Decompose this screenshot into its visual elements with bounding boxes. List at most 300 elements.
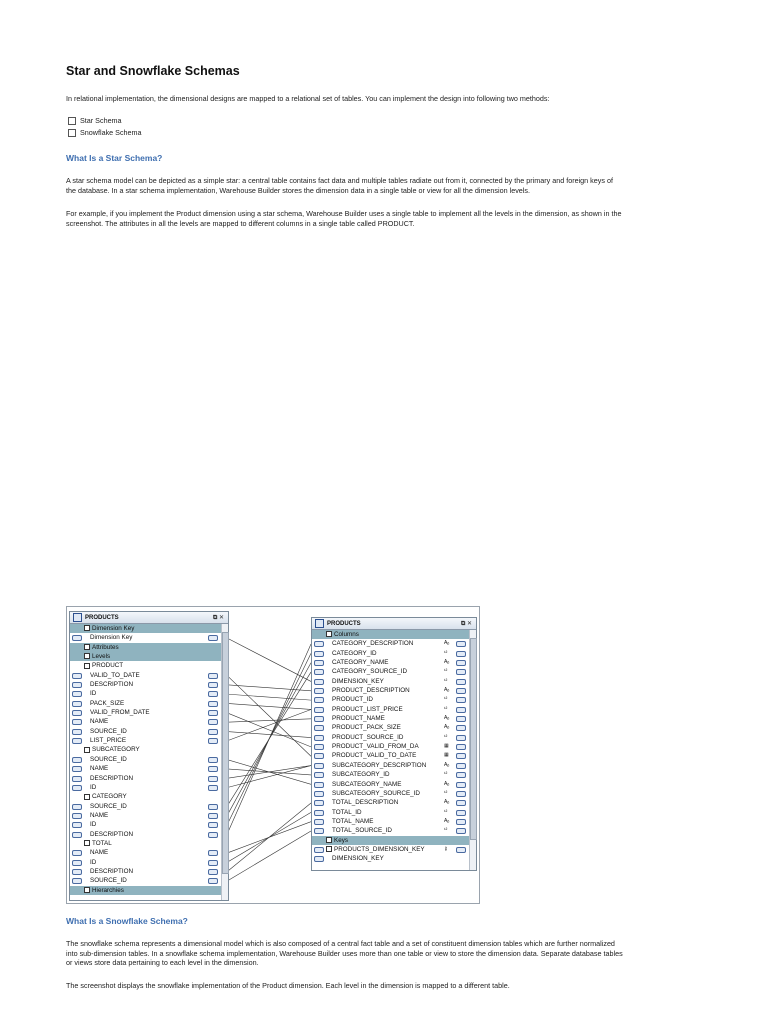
attribute-icon <box>72 673 82 679</box>
attribute-icon <box>72 813 82 819</box>
left-row[interactable] <box>70 745 228 754</box>
left-row[interactable] <box>70 792 228 801</box>
connector-icon <box>314 782 324 788</box>
table-icon <box>315 619 324 628</box>
attribute-icon <box>72 738 82 744</box>
mapping-line <box>227 644 311 834</box>
connector-icon <box>314 828 324 834</box>
right-row[interactable] <box>312 677 476 686</box>
mapping-line <box>227 713 311 747</box>
left-row[interactable] <box>70 643 228 652</box>
left-row[interactable] <box>70 876 228 885</box>
row-text: PRODUCT_NAME <box>332 715 385 723</box>
left-row[interactable] <box>70 652 228 661</box>
left-row[interactable] <box>70 755 228 764</box>
datatype-icon: Aᵦ <box>444 687 450 694</box>
left-row[interactable] <box>70 727 228 736</box>
row-text: DESCRIPTION <box>90 774 134 782</box>
scroll-thumb[interactable] <box>470 638 477 840</box>
row-text: CATEGORY_NAME <box>332 659 389 667</box>
row-text: PRODUCT_VALID_FROM_DA <box>332 743 419 751</box>
line: screenshot. The attributes in all the levels are mapped to different columns in a single table called PRODUCT. <box>66 218 415 228</box>
connector-icon <box>314 819 324 825</box>
left-row-label <box>90 755 127 764</box>
connector-icon <box>314 800 324 806</box>
table-columns-list <box>312 630 476 864</box>
left-row-label <box>90 680 133 689</box>
attribute-icon <box>72 719 82 725</box>
method-item-star <box>68 116 122 125</box>
connector-icon <box>208 822 218 828</box>
connector-icon <box>314 744 324 750</box>
connector-icon <box>208 719 218 725</box>
row-text: VALID_FROM_DATE <box>90 709 150 717</box>
table-window <box>311 617 477 871</box>
row-text: LIST_PRICE <box>90 737 127 745</box>
row-text: CATEGORY_ID <box>332 649 377 657</box>
intro-paragraph: In relational implementation, the dimensional designs are mapped to a relational set of tables. You can implement the design into following two methods: <box>66 94 550 103</box>
left-row-label <box>84 652 110 661</box>
dimension-scrollbar[interactable] <box>221 624 228 900</box>
row-text: TOTAL <box>92 839 112 847</box>
row-text: PRODUCT <box>92 662 124 670</box>
column-icon <box>456 828 466 834</box>
left-row[interactable] <box>70 671 228 680</box>
datatype-icon: ¹² <box>444 705 448 712</box>
mapping-line <box>227 803 311 872</box>
column-icon <box>456 763 466 769</box>
row-text: NAME <box>90 811 109 819</box>
right-row-label <box>332 686 410 695</box>
attribute-icon <box>72 635 82 641</box>
row-text: DESCRIPTION <box>90 867 134 875</box>
connector-icon <box>208 850 218 856</box>
left-row-label <box>90 830 133 839</box>
column-icon <box>456 847 466 853</box>
scroll-thumb[interactable] <box>222 632 229 874</box>
row-text: Attributes <box>92 643 119 651</box>
attribute-icon <box>72 850 82 856</box>
right-row[interactable] <box>312 723 476 732</box>
right-row[interactable] <box>312 686 476 695</box>
right-row[interactable] <box>312 826 476 835</box>
left-row[interactable] <box>70 699 228 708</box>
dimension-tree <box>70 624 228 895</box>
row-text: NAME <box>90 765 109 773</box>
line: For example, if you implement the Product dimension using a star schema, Warehouse Builder uses a single table to implement all the levels in the dimension, as shown in the <box>66 209 622 218</box>
row-text: PRODUCT_SOURCE_ID <box>332 733 404 741</box>
connector-icon <box>208 738 218 744</box>
row-text: CATEGORY <box>92 793 127 801</box>
dimension-icon <box>73 613 82 622</box>
row-text: CATEGORY_SOURCE_ID <box>332 668 407 676</box>
left-row[interactable] <box>70 736 228 745</box>
left-row-label <box>90 858 96 867</box>
left-row[interactable] <box>70 830 228 839</box>
attribute-icon <box>72 860 82 866</box>
right-row[interactable] <box>312 658 476 667</box>
right-row-label <box>332 751 416 760</box>
checkbox-icon <box>68 129 76 137</box>
right-row[interactable] <box>312 854 476 863</box>
right-row-label <box>332 817 373 826</box>
left-row-label <box>84 886 124 895</box>
connector-icon <box>208 785 218 791</box>
right-row-label <box>332 826 392 835</box>
right-row[interactable] <box>312 733 476 742</box>
attribute-icon <box>72 785 82 791</box>
connector-icon <box>314 697 324 703</box>
attribute-icon <box>72 878 82 884</box>
attribute-icon <box>72 804 82 810</box>
right-row[interactable] <box>312 695 476 704</box>
left-row[interactable] <box>70 867 228 876</box>
left-row-label <box>90 689 96 698</box>
star-paragraph-1 <box>66 176 716 195</box>
connector-icon <box>208 635 218 641</box>
connector-icon <box>208 673 218 679</box>
right-row[interactable] <box>312 817 476 826</box>
window-controls-icon[interactable]: ⧉ ✕ <box>213 614 224 621</box>
left-row[interactable] <box>70 783 228 792</box>
row-text: Columns <box>334 631 359 638</box>
column-icon <box>456 800 466 806</box>
left-row[interactable] <box>70 811 228 820</box>
left-row[interactable] <box>70 858 228 867</box>
connector-icon <box>314 810 324 816</box>
column-icon <box>456 725 466 731</box>
method-item-snowflake <box>68 128 142 137</box>
left-row[interactable] <box>70 633 228 642</box>
row-text: SOURCE_ID <box>90 877 127 885</box>
left-row-label <box>90 671 140 680</box>
right-row[interactable] <box>312 789 476 798</box>
row-text: PRODUCT_DESCRIPTION <box>332 687 410 695</box>
row-text: TOTAL_NAME <box>332 817 374 825</box>
line: or views store data pertaining to each level in the dimension. <box>66 958 259 968</box>
right-row[interactable] <box>312 761 476 770</box>
connector-icon <box>314 688 324 694</box>
column-icon <box>456 744 466 750</box>
left-row[interactable] <box>70 764 228 773</box>
connector-icon <box>314 641 324 647</box>
connector-icon <box>314 725 324 731</box>
connector-icon <box>208 766 218 772</box>
column-icon <box>456 669 466 675</box>
row-text: ID <box>90 783 97 791</box>
left-row-label <box>84 745 140 754</box>
attribute-icon <box>72 710 82 716</box>
row-text: SUBCATEGORY_SOURCE_ID <box>332 789 420 797</box>
datatype-icon: ¹² <box>444 808 448 815</box>
column-icon <box>456 688 466 694</box>
left-row-label <box>90 783 96 792</box>
right-row[interactable] <box>312 845 476 854</box>
datatype-icon: ¹² <box>444 733 448 740</box>
right-row-label <box>332 780 401 789</box>
left-row-label <box>90 867 133 876</box>
left-row[interactable] <box>70 689 228 698</box>
attribute-icon <box>72 832 82 838</box>
right-row-label <box>332 761 426 770</box>
method-label: Star Schema <box>80 116 122 125</box>
left-row-label <box>90 802 127 811</box>
connector-icon <box>314 651 324 657</box>
datatype-icon: ¹² <box>444 789 448 796</box>
line: A star schema model can be depicted as a simple star: a central table contains fact data and multiple tables radiate out from it, connected by the primary and foreign keys of <box>66 176 613 185</box>
datatype-icon: ¹² <box>444 771 448 778</box>
datatype-icon: ¹² <box>444 668 448 675</box>
left-row-label <box>90 811 108 820</box>
attribute-icon <box>72 729 82 735</box>
right-row[interactable] <box>312 798 476 807</box>
snowflake-paragraph-1 <box>66 939 716 968</box>
right-row-label <box>326 845 425 854</box>
row-text: PRODUCT_ID <box>332 696 373 704</box>
mapping-line <box>227 709 311 740</box>
row-text: ID <box>90 858 97 866</box>
datatype-icon: Aᵦ <box>444 799 450 806</box>
line: the database. In a star schema implementation, Warehouse Builder stores the dimension data in a single table or view for all the dimension levels. <box>66 185 530 195</box>
attribute-icon <box>72 766 82 772</box>
left-row-label <box>90 727 127 736</box>
right-row[interactable] <box>312 780 476 789</box>
right-row-label <box>332 695 373 704</box>
left-row[interactable] <box>70 820 228 829</box>
datatype-icon: ¹² <box>444 649 448 656</box>
row-text: PRODUCTS_DIMENSION_KEY <box>334 845 425 853</box>
left-row-label <box>84 661 123 670</box>
left-row-label <box>90 633 132 642</box>
right-row-label <box>332 723 401 732</box>
left-row-label <box>90 876 127 885</box>
right-row-label <box>332 854 384 863</box>
row-text: TOTAL_ID <box>332 808 362 816</box>
connector-icon <box>314 716 324 722</box>
right-row[interactable] <box>312 667 476 676</box>
datatype-icon: ¹² <box>444 696 448 703</box>
connector-icon <box>208 729 218 735</box>
connector-icon <box>208 757 218 763</box>
row-text: Levels <box>92 653 111 661</box>
column-icon <box>456 782 466 788</box>
right-row-label <box>332 714 385 723</box>
left-row-label <box>90 774 133 783</box>
connector-icon <box>208 691 218 697</box>
right-row[interactable] <box>312 630 476 639</box>
right-row-label <box>332 677 384 686</box>
mapping-line <box>227 719 311 722</box>
expand-icon[interactable] <box>84 663 90 669</box>
row-text: ID <box>90 821 97 829</box>
left-row[interactable] <box>70 624 228 633</box>
row-text: TOTAL_DESCRIPTION <box>332 799 399 807</box>
row-text: DESCRIPTION <box>90 681 134 689</box>
datatype-icon: ¹² <box>444 827 448 834</box>
attribute-icon <box>72 691 82 697</box>
column-icon <box>456 772 466 778</box>
datatype-icon: Aᵦ <box>444 640 450 647</box>
connector-icon <box>314 669 324 675</box>
dimension-window-title: PRODUCTS <box>85 614 119 621</box>
connector-icon <box>208 869 218 875</box>
connector-icon <box>208 776 218 782</box>
left-row-label <box>84 624 134 633</box>
expand-icon[interactable] <box>84 840 90 846</box>
row-text: SUBCATEGORY_NAME <box>332 780 402 788</box>
snowflake-paragraph-2: The screenshot displays the snowflake implementation of the Product dimension. Each level in the dimension is mapped to a different table. <box>66 981 510 990</box>
right-row[interactable] <box>312 714 476 723</box>
column-icon <box>456 679 466 685</box>
expand-icon[interactable] <box>84 747 90 753</box>
row-text: SUBCATEGORY <box>92 746 140 754</box>
table-window-titlebar <box>312 618 476 630</box>
mapping-line <box>227 694 311 700</box>
row-text: DIMENSION_KEY <box>332 677 384 685</box>
checkbox-icon <box>68 117 76 125</box>
expand-icon[interactable] <box>326 631 332 637</box>
connector-icon <box>314 772 324 778</box>
datatype-icon: Aᵦ <box>444 659 450 666</box>
row-text: CATEGORY_DESCRIPTION <box>332 640 414 648</box>
left-row[interactable] <box>70 717 228 726</box>
table-scrollbar[interactable] <box>469 630 476 870</box>
column-icon <box>456 641 466 647</box>
right-row-label <box>332 808 362 817</box>
row-text: DIMENSION_KEY <box>332 855 384 863</box>
connector-icon <box>314 707 324 713</box>
left-row[interactable] <box>70 661 228 670</box>
left-row[interactable] <box>70 802 228 811</box>
right-row-label <box>332 667 407 676</box>
row-text: PACK_SIZE <box>90 699 125 707</box>
left-row[interactable] <box>70 708 228 717</box>
row-text: SUBCATEGORY_ID <box>332 771 390 779</box>
right-row[interactable] <box>312 705 476 714</box>
connector-icon <box>208 804 218 810</box>
row-text: PRODUCT_LIST_PRICE <box>332 705 403 713</box>
line: into sub-dimension tables. In a snowflake schema implementation, Warehouse Builder uses more than one table or view to store the dimension data. Separate database tables <box>66 948 623 958</box>
datatype-icon: Aᵦ <box>444 724 450 731</box>
right-row-label <box>332 789 420 798</box>
connector-icon <box>208 701 218 707</box>
row-text: SUBCATEGORY_DESCRIPTION <box>332 761 427 769</box>
connector-icon <box>314 735 324 741</box>
star-paragraph-2 <box>66 209 716 228</box>
right-row-label <box>326 836 348 845</box>
connector-icon <box>314 660 324 666</box>
datatype-icon: ¹² <box>444 677 448 684</box>
connector-icon <box>208 710 218 716</box>
row-text: NAME <box>90 718 109 726</box>
attribute-icon <box>72 701 82 707</box>
row-text: SOURCE_ID <box>90 727 127 735</box>
right-row-label <box>332 649 377 658</box>
right-row-label <box>326 630 359 639</box>
attribute-icon <box>72 776 82 782</box>
right-row[interactable] <box>312 770 476 779</box>
right-row-label <box>332 639 413 648</box>
left-row[interactable] <box>70 886 228 895</box>
column-icon <box>456 716 466 722</box>
attribute-icon <box>72 869 82 875</box>
line: The snowflake schema represents a dimensional model which is also composed of a central fact table and a set of constituent dimension tables which are further normalized <box>66 939 615 948</box>
row-text: ID <box>90 690 97 698</box>
left-row[interactable] <box>70 774 228 783</box>
expand-icon[interactable] <box>84 794 90 800</box>
left-row-label <box>90 848 108 857</box>
right-row[interactable] <box>312 751 476 760</box>
expand-icon[interactable] <box>84 887 90 893</box>
expand-icon[interactable] <box>326 846 332 852</box>
left-row-label <box>90 717 108 726</box>
mapping-line <box>227 831 311 881</box>
row-text: DESCRIPTION <box>90 830 134 838</box>
star-schema-screenshot <box>66 606 480 904</box>
connector-icon <box>314 763 324 769</box>
column-icon <box>456 753 466 759</box>
datatype-icon: ▦ <box>444 743 449 750</box>
row-text: Dimension Key <box>90 634 133 642</box>
left-row[interactable] <box>70 848 228 857</box>
right-row[interactable] <box>312 639 476 648</box>
dimension-window <box>69 611 229 901</box>
connector-icon <box>314 856 324 862</box>
right-row-label <box>332 770 390 779</box>
connector-icon <box>314 791 324 797</box>
right-row[interactable] <box>312 836 476 845</box>
column-icon <box>456 791 466 797</box>
row-text: TOTAL_SOURCE_ID <box>332 827 392 835</box>
attribute-icon <box>72 822 82 828</box>
column-icon <box>456 697 466 703</box>
right-row[interactable] <box>312 808 476 817</box>
connector-icon <box>208 878 218 884</box>
row-text: PRODUCT_VALID_TO_DATE <box>332 752 417 760</box>
right-row[interactable] <box>312 742 476 751</box>
left-row-label <box>84 792 127 801</box>
datatype-icon: ▦ <box>444 752 449 759</box>
row-text: Keys <box>334 836 348 844</box>
column-icon <box>456 660 466 666</box>
mapping-line <box>227 638 311 681</box>
right-row[interactable] <box>312 649 476 658</box>
expand-icon[interactable] <box>84 625 90 631</box>
expand-icon[interactable] <box>84 653 90 659</box>
window-controls-icon[interactable]: ⧉ ✕ <box>461 620 472 627</box>
left-row[interactable] <box>70 839 228 848</box>
column-icon <box>456 651 466 657</box>
expand-icon[interactable] <box>84 644 90 650</box>
right-row-label <box>332 705 403 714</box>
row-text: NAME <box>90 849 109 857</box>
left-row[interactable] <box>70 680 228 689</box>
datatype-icon: Aᵦ <box>444 761 450 768</box>
column-icon <box>456 819 466 825</box>
datatype-icon: Aᵦ <box>444 780 450 787</box>
mapping-line <box>227 703 311 709</box>
page-title: Star and Snowflake Schemas <box>66 64 240 78</box>
datatype-icon: Aᵦ <box>444 715 450 722</box>
datatype-icon: Aᵦ <box>444 817 450 824</box>
right-row-label <box>332 733 403 742</box>
left-row-label <box>90 764 108 773</box>
connector-icon <box>314 679 324 685</box>
connector-icon <box>208 682 218 688</box>
expand-icon[interactable] <box>326 837 332 843</box>
row-text: VALID_TO_DATE <box>90 671 140 679</box>
column-icon <box>456 707 466 713</box>
